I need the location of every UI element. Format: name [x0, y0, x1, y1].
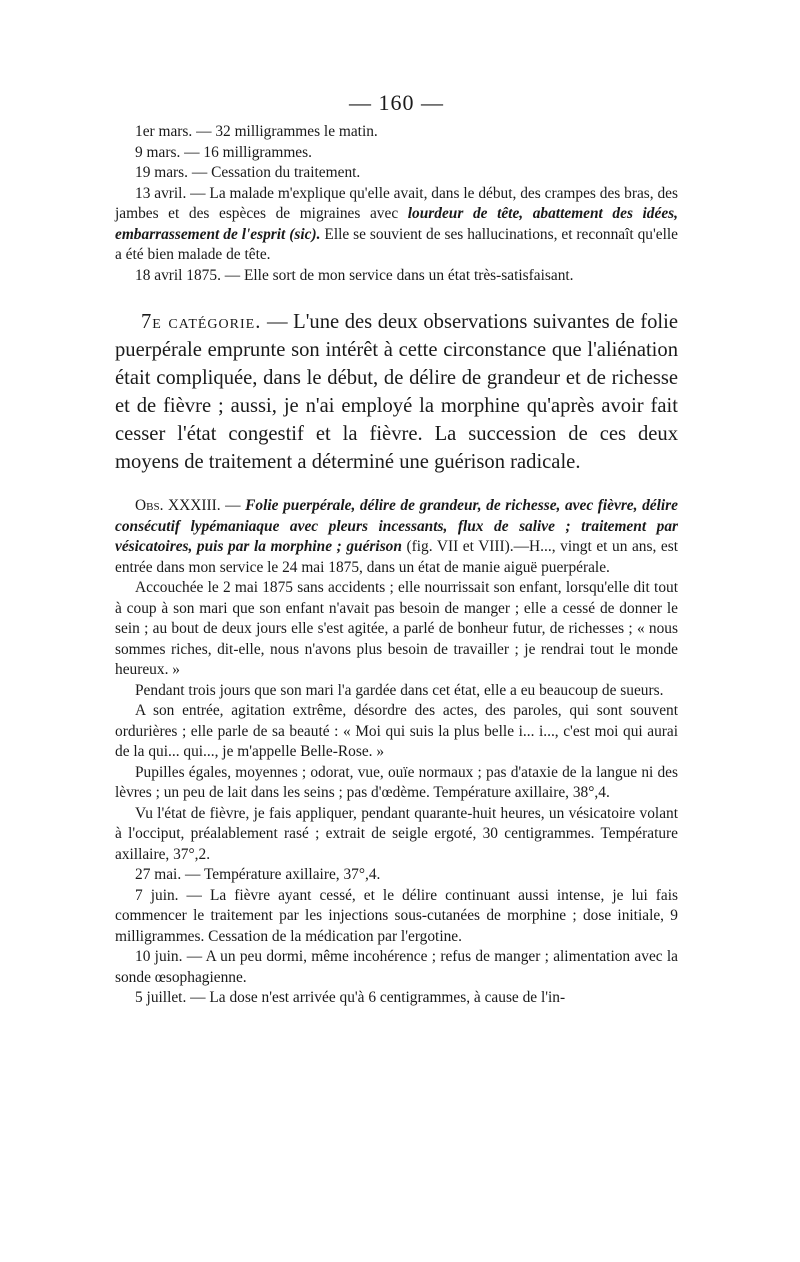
observation-title: Folie puerpérale, délire de grandeur, de richesse, avec fièvre, délire consécutif lypémaniaque avec pleurs incessants, flux de salive ; traitement par vésicatoires, puis par la morphine ; guérison	[115, 497, 678, 555]
observation-paragraph: Pendant trois jours que son mari l'a gardée dans cet état, elle a eu beaucoup de sueurs.	[135, 681, 664, 699]
observation-paragraph: Accouchée le 2 mai 1875 sans accidents ; elle nourrissait son enfant, lorsqu'elle dit tout à coup à son mari que son enfant n'avait pas besoin de manger ; elle a cessé de donner le sein ; au bout de deux jours elle s'est agitée, a parlé de bonheur futur, de richesses ; « nous sommes riches, dit-elle, nous n'avons plus besoin de travailler ; je rendrai tout le monde heureux. »	[115, 579, 678, 678]
observation-heading	[115, 496, 678, 578]
entry-april-13	[115, 184, 678, 266]
entry-april-13-tail: Elle se souvient de ses hallucinations, et reconnaît qu'elle a été bien malade de tête.	[115, 225, 678, 263]
entry-line: 9 mars. — 16 milligrammes.	[135, 143, 312, 161]
observation-label: Obs. XXXIII.	[135, 497, 221, 514]
observation-paragraph: 7 juin. — La fièvre ayant cessé, et le délire continuant aussi intense, je lui fais commencer le traitement par les injections sous-cutanées de morphine ; dose initiale, 9 milligrammes. Cessation de la médication par l'ergotine.	[115, 886, 678, 945]
category-paragraph	[115, 308, 678, 476]
observation-paragraph: 10 juin. — A un peu dormi, même incohérence ; refus de manger ; alimentation avec la sonde œsophagienne.	[115, 948, 678, 986]
category-text: — L'une des deux observations suivantes de folie puerpérale emprunte son intérêt à cette circonstance que l'aliénation était compliquée, dans le début, de délire de grandeur et de richesse et de fièvre ; aussi, je n'ai employé la morphine qu'après avoir fait cesser l'état congestif et la fièvre. La succession de ces deux moyens de traitement a déterminé une guérison radicale.	[115, 311, 679, 473]
observation-title-tail: (fig. VII et VIII).—H..., vingt et un ans, est entrée dans mon service le 24 mai 1875, dans un état de manie aiguë puerpérale.	[115, 538, 678, 576]
observation-paragraph: 27 mai. — Température axillaire, 37°,4.	[135, 866, 381, 883]
observation-paragraph: Pupilles égales, moyennes ; odorat, vue, ouïe normaux ; pas d'ataxie de la langue ni des lèvres ; un peu de lait dans les seins ; pas d'œdème. Température axillaire, 38°,4.	[115, 763, 678, 801]
top-entries	[115, 122, 678, 286]
entry-april-18: 18 avril 1875. — Elle sort de mon service dans un état très-satisfaisant.	[135, 266, 574, 284]
page-number: — 160 —	[349, 90, 444, 115]
entry-april-13-italic: lourdeur de tête, abattement des idées, embarrassement de l'esprit (sic).	[115, 205, 678, 243]
entry-april-13-lead: 13 avril. — La malade m'explique qu'elle avait, dans le début, des crampes des bras, des jambes et des espèces de migraines avec	[115, 184, 678, 222]
observation-paragraph: A son entrée, agitation extrême, désordre des actes, des paroles, qui sont souvent ordurières ; elle parle de sa beauté : « Moi qui suis la plus belle i... i..., c'est moi qui aurai de la qui... qui..., je m'appelle Belle-Rose. »	[115, 702, 678, 760]
observation-paragraph: Vu l'état de fièvre, je fais appliquer, pendant quarante-huit heures, un vésicatoire volant à l'occiput, préalablement rasé ; extrait de seigle ergoté, 30 centigrammes. Température axillaire, 37°,2.	[115, 804, 678, 863]
entry-line: 19 mars. — Cessation du traitement.	[135, 164, 361, 181]
observation-dash: —	[220, 497, 246, 514]
entry-line: 1er mars. — 32 milligrammes le matin.	[135, 123, 378, 140]
category-section	[115, 308, 678, 476]
category-label: 7e catégorie.	[141, 311, 262, 333]
document-page	[115, 90, 678, 1009]
observation-paragraph: 5 juillet. — La dose n'est arrivée qu'à 6 centigrammes, à cause de l'in-	[135, 989, 566, 1006]
observation-section	[115, 496, 678, 1009]
